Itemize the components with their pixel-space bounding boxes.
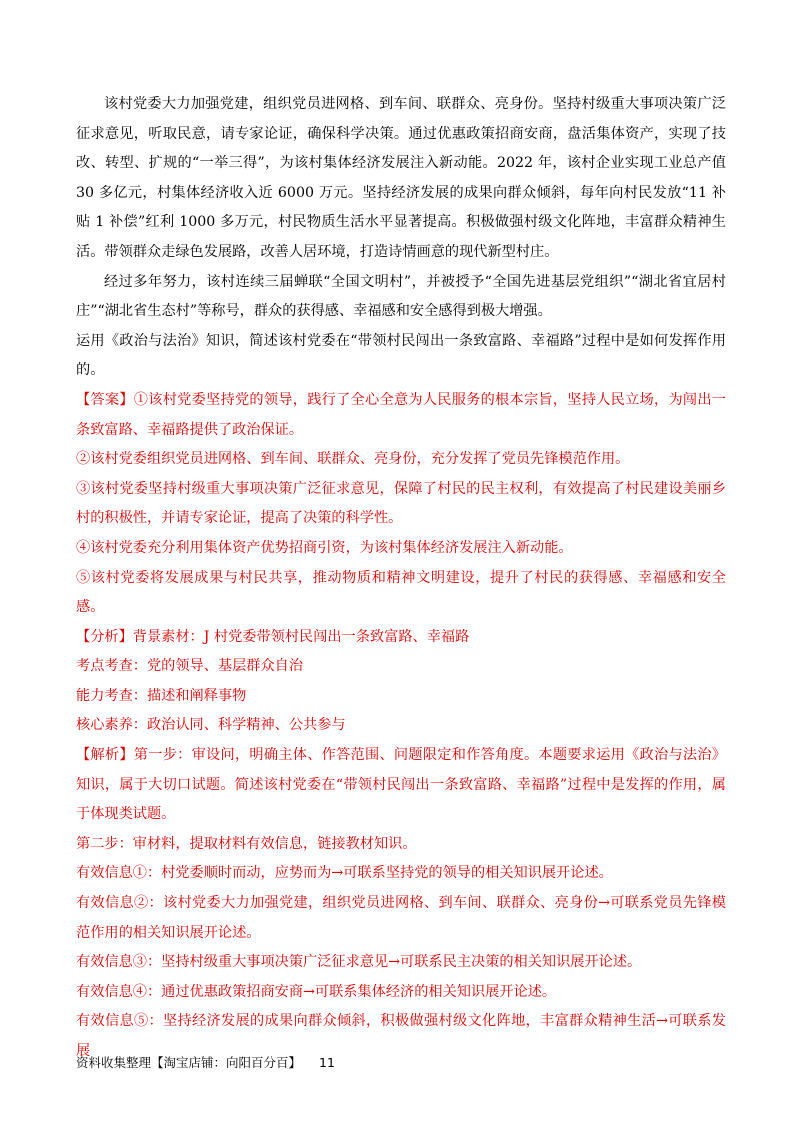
- analysis-line: 有效信息③：坚持村级重大事项决策广泛征求意见→可联系民主决策的相关知识展开论述。: [76, 954, 642, 971]
- material-paragraph-2: 经过多年努力，该村连续三届蝉联“全国文明村”，并被授予“全国先进基层党组织”“湖北省宜居村庄”“湖北省生态村”等称号，群众的获得感、幸福感和安全感得到极大增强。: [76, 273, 726, 320]
- analysis-line: 考点考查：党的领导、基层群众自治: [76, 658, 304, 675]
- answer-line: ④该村党委充分利用集体资产优势招商引资，为该村集体经济发展注入新动能。: [76, 539, 573, 556]
- answer-line: 【答案】①该村党委坚持党的领导，践行了全心全意为人民服务的根本宗旨，坚持人民立场，为闯出一条致富路、幸福路提供了政治保证。: [76, 391, 726, 438]
- answer-line: ③该村党委坚持村级重大事项决策广泛征求意见，保障了村民的民主权利，有效提高了村民建设美丽乡村的积极性，并请专家论证，提高了决策的科学性。: [76, 480, 726, 527]
- analysis-line: 有效信息④：通过优惠政策招商安商→可联系集体经济的相关知识展开论述。: [76, 983, 557, 1000]
- page-footer: [76, 1053, 335, 1071]
- analysis-line: 第二步：审材料，提取材料有效信息，链接教材知识。: [76, 835, 417, 852]
- analysis-line: 【分析】背景素材：J 村党委带领村民闯出一条致富路、幸福路: [76, 628, 470, 645]
- analysis-line: 核心素养：政治认同、科学精神、公共参与: [76, 717, 346, 734]
- question-text: 运用《政治与法治》知识，简述该村党委在“带领村民闯出一条致富路、幸福路”过程中是如何发挥作用的。: [76, 332, 726, 379]
- footer-source-text: 资料收集整理【淘宝店铺：向阳百分百】: [76, 1055, 302, 1070]
- document-body: [76, 90, 726, 1067]
- analysis-line: 能力考查：描述和阐释事物: [76, 687, 247, 704]
- material-paragraph-1: 该村党委大力加强党建，组织党员进网格、到车间、联群众、亮身份。坚持村级重大事项决策广泛征求意见，听取民意，请专家论证，确保科学决策。通过优惠政策招商安商，盘活集体资产，实现了技改、转型、扩规的“一举三得”，为该村集体经济发展注入新动能。2022 年，该村企业实现工业总产值 30 多亿元，村集体经济收入近 6000 万元。坚持经济发展的成果向群众倾斜，每年向村民发放“11 补贴 1 补偿”红利 1000 多万元，村民物质生活水平显著提高。积极做强村级文化阵地，丰富群众精神生活。带领群众走绿色发展路，改善人居环境，打造诗情画意的现代新型村庄。: [76, 96, 726, 260]
- answer-line: ②该村党委组织党员进网格、到车间、联群众、亮身份，充分发挥了党员先锋模范作用。: [76, 451, 630, 468]
- page-number: 11: [319, 1055, 335, 1070]
- answer-line: ⑤该村党委将发展成果与村民共享，推动物质和精神文明建设，提升了村民的获得感、幸福感和安全感。: [76, 569, 726, 616]
- analysis-line: 有效信息①：村党委顺时而动，应势而为→可联系坚持党的领导的相关知识展开论述。: [76, 865, 613, 882]
- analysis-line: 【解析】第一步：审设问，明确主体、作答范围、问题限定和作答角度。本题要求运用《政治与法治》知识，属于大切口试题。简述该村党委在“带领村民闯出一条致富路、幸福路”过程中是发挥的作用，属于体现类试题。: [76, 747, 726, 823]
- analysis-line: 有效信息⑤：坚持经济发展的成果向群众倾斜，积极做强村级文化阵地，丰富群众精神生活→可联系发展: [76, 1013, 726, 1059]
- analysis-line: 有效信息②：该村党委大力加强党建，组织党员进网格、到车间、联群众、亮身份→可联系党员先锋模范作用的相关知识展开论述。: [76, 895, 726, 941]
